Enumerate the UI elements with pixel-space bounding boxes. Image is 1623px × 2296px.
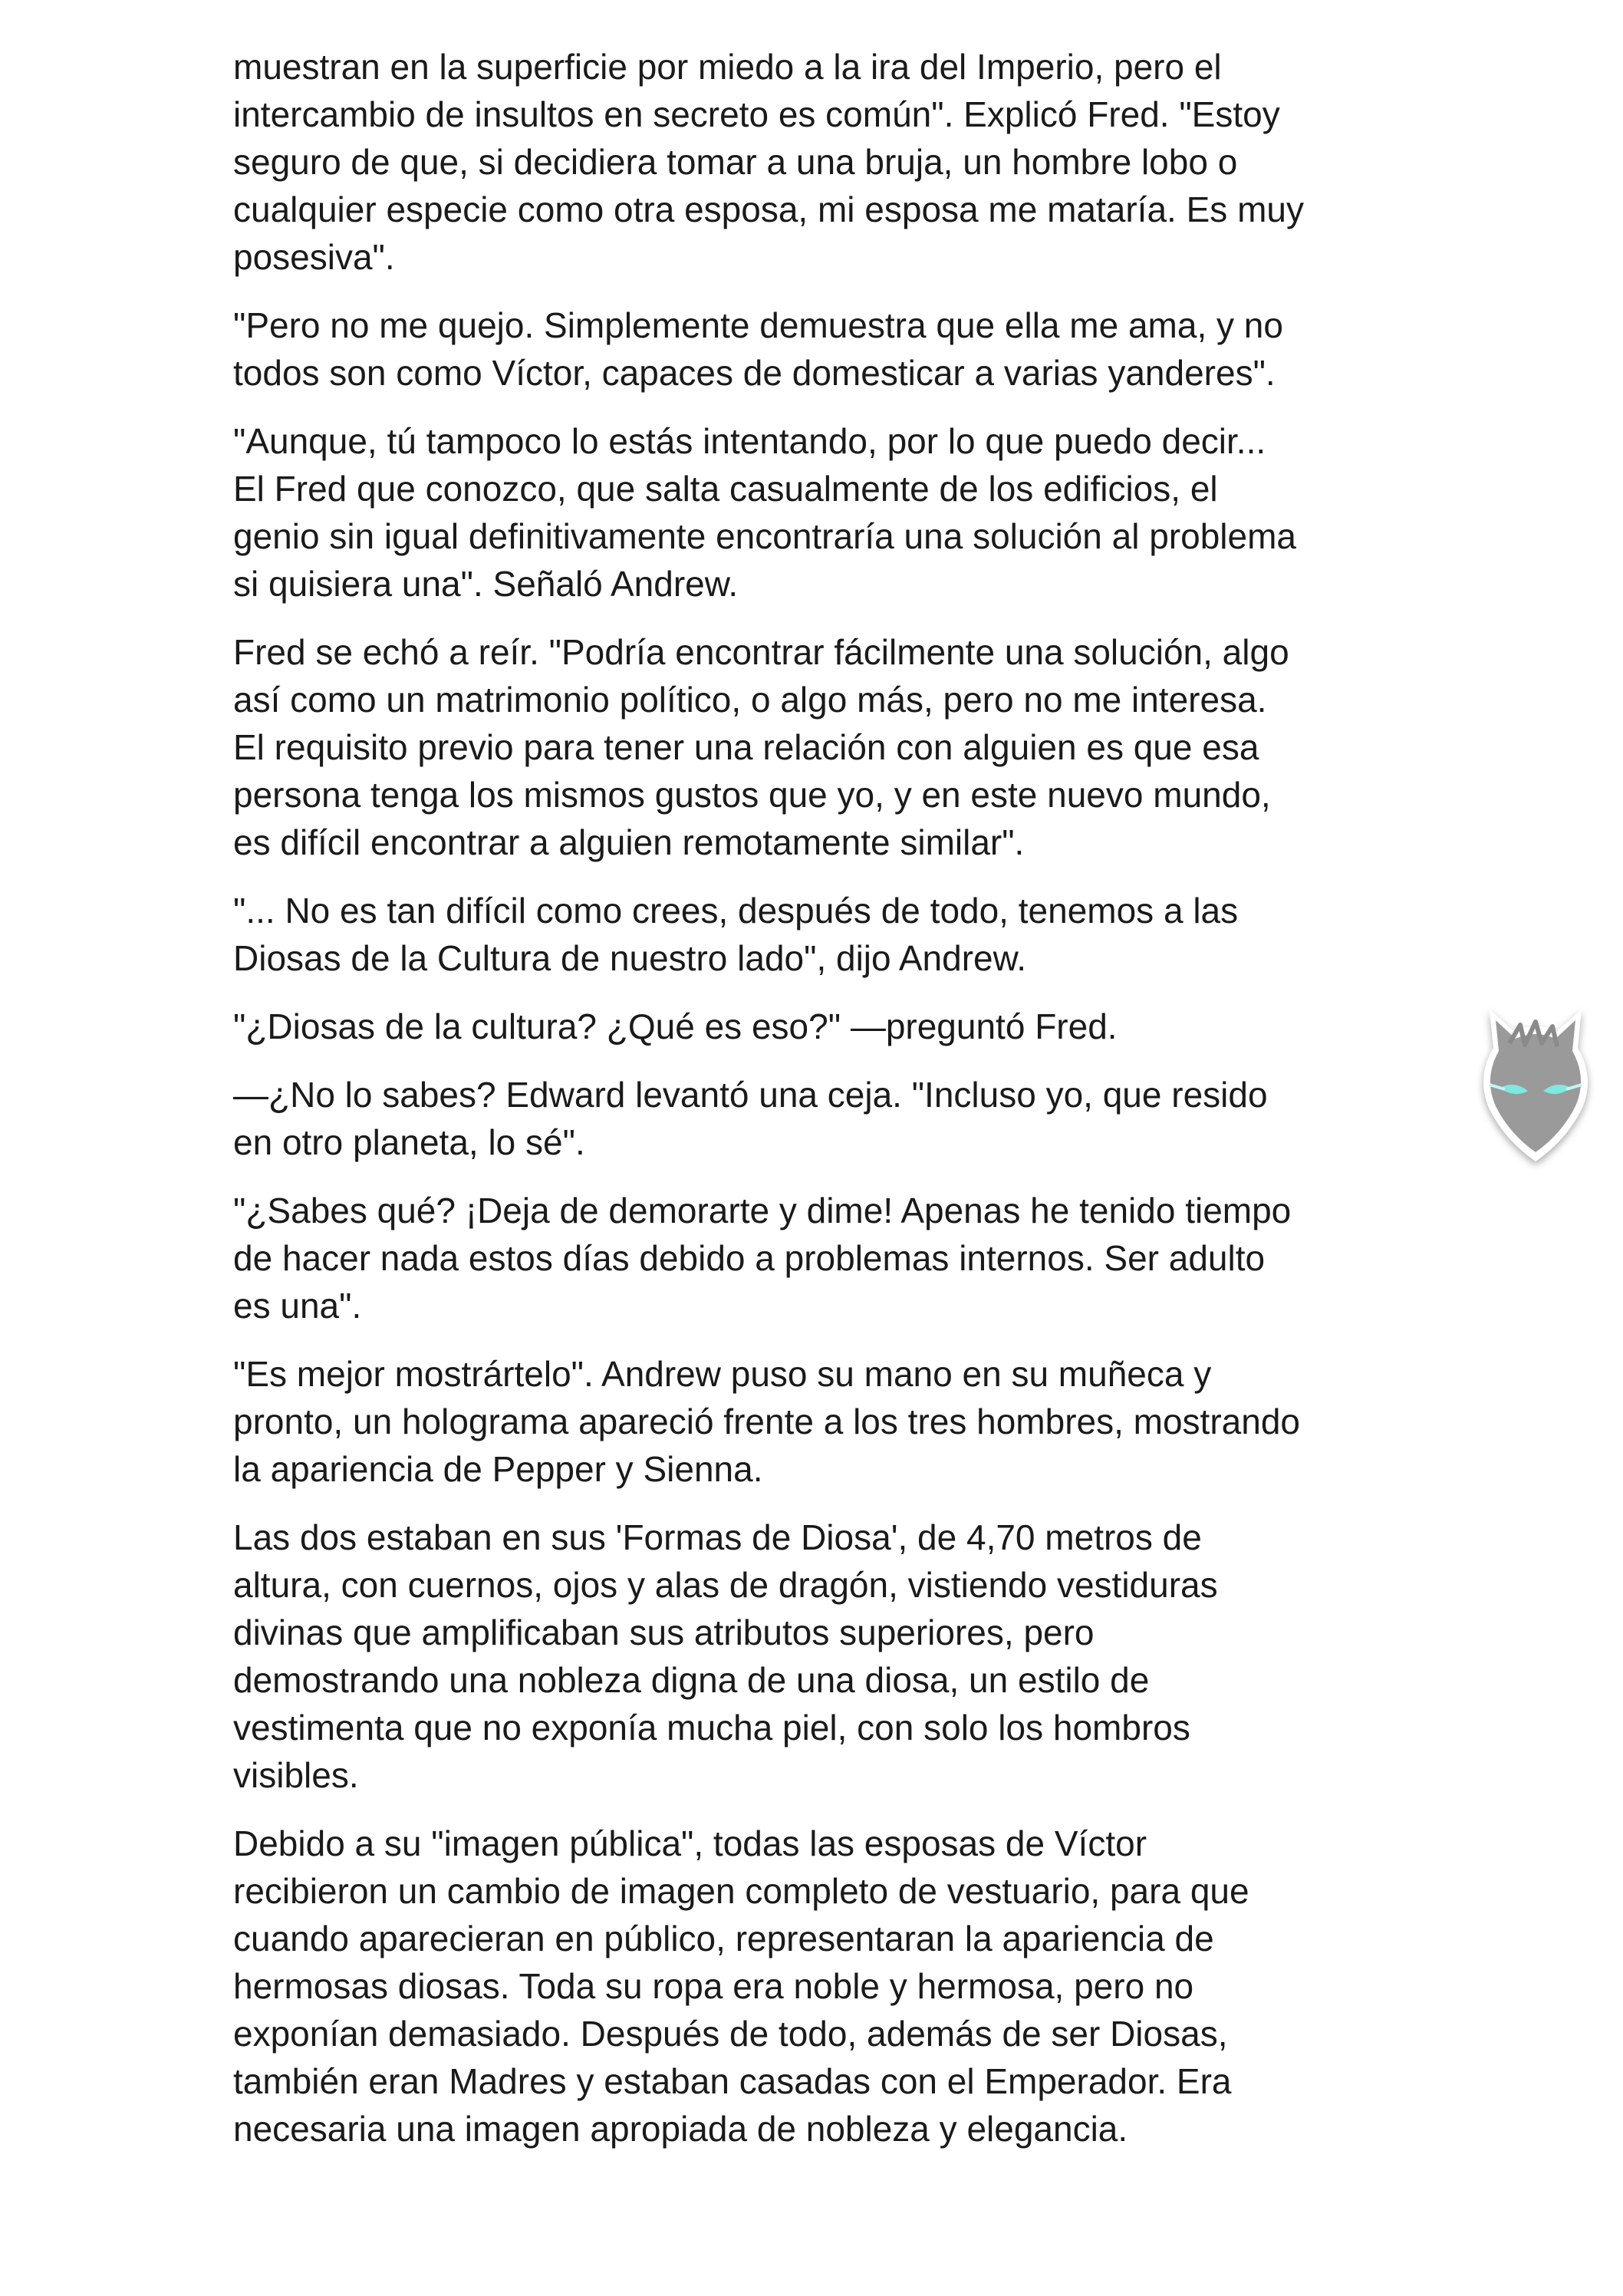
document-body — [233, 43, 1430, 2173]
demon-head-icon — [1467, 994, 1605, 1171]
paragraph: Debido a su "imagen pública", todas las esposas de Víctor recibieron un cambio de imagen completo de vestuario, para que cuando aparecieran en público, representaran la apariencia de hermosas diosas. Toda su ropa era noble y hermosa, pero no exponían demasiado. Después de todo, además de ser Diosas, también eran Madres y estaban casadas con el Emperador. Era necesaria una imagen apropiada de nobleza y elegancia. — [233, 1823, 1249, 2149]
paragraph: "Pero no me quejo. Simplemente demuestra que ella me ama, y no todos son como Víctor, capaces de domesticar a varias yanderes". — [233, 305, 1283, 393]
paragraph: —¿No lo sabes? Edward levantó una ceja. "Incluso yo, que resido en otro planeta, lo sé". — [233, 1075, 1268, 1162]
paragraph: muestran en la superficie por miedo a la ira del Imperio, pero el intercambio de insultos en secreto es común". Explicó Fred. "Estoy seguro de que, si decidiera tomar a una bruja, un hombre lobo o cualquier especie como otra esposa, mi esposa me mataría. Es muy posesiva". — [233, 47, 1304, 277]
paragraph: Las dos estaban en sus 'Formas de Diosa', de 4,70 metros de altura, con cuernos, ojos y alas de dragón, vistiendo vestiduras divinas que amplificaban sus atributos superiores, pero demostrando una nobleza digna de una diosa, un estilo de vestimenta que no exponía mucha piel, con solo los hombros visibles. — [233, 1517, 1218, 1795]
paragraph: "Es mejor mostrártelo". Andrew puso su mano en su muñeca y pronto, un holograma apareció frente a los tres hombres, mostrando la apariencia de Pepper y Sienna. — [233, 1354, 1300, 1489]
paragraph: "¿Diosas de la cultura? ¿Qué es eso?" —preguntó Fred. — [233, 1006, 1118, 1046]
paragraph: "Aunque, tú tampoco lo estás intentando, por lo que puedo decir... El Fred que conozco, que salta casualmente de los edificios, el genio sin igual definitivamente encontraría una solución al problema si quisiera una". Señaló Andrew. — [233, 421, 1296, 604]
paragraph: "¿Sabes qué? ¡Deja de demorarte y dime! Apenas he tenido tiempo de hacer nada estos días debido a problemas internos. Ser adulto es una". — [233, 1191, 1292, 1326]
paragraph: Fred se echó a reír. "Podría encontrar fácilmente una solución, algo así como un matrimonio político, o algo más, pero no me interesa. El requisito previo para tener una relación con alguien es que esa persona tenga los mismos gustos que yo, y en este nuevo mundo, es difícil encontrar a alguien remotamente similar". — [233, 632, 1289, 862]
paragraph: "... No es tan difícil como crees, después de todo, tenemos a las Diosas de la Cultura de nuestro lado", dijo Andrew. — [233, 891, 1239, 978]
